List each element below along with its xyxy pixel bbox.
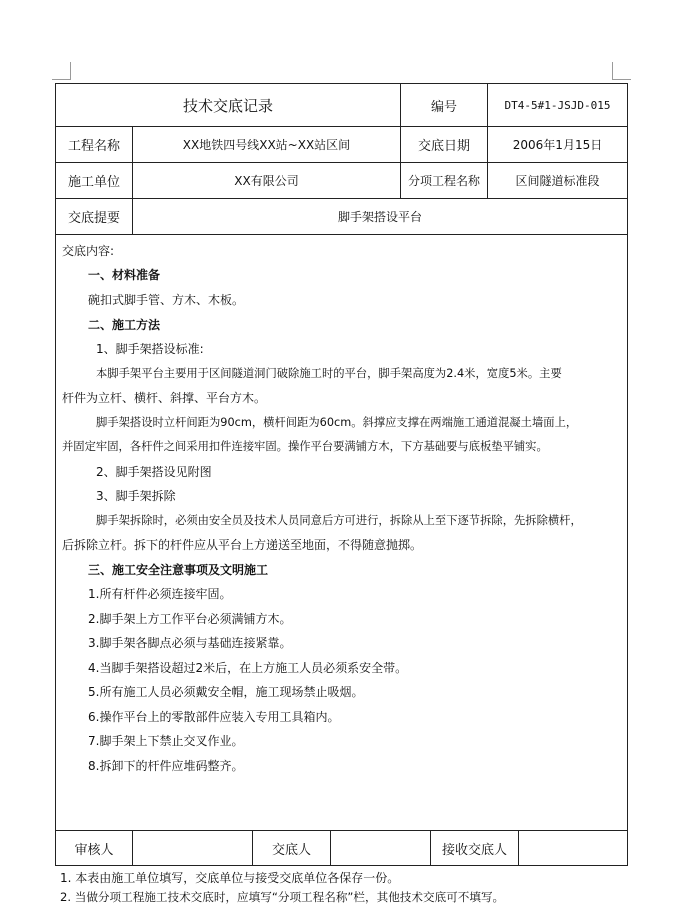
crop-mark-right-h <box>612 79 631 80</box>
reviewer-label: 审核人 <box>74 842 114 858</box>
paragraph: 本脚手架平台主要用于区间隧道洞门破除施工时的平台，脚手架高度为2.4米，宽度5米。主要 <box>96 367 562 380</box>
subproject-label: 分项工程名称 <box>407 174 480 188</box>
document-title: 技术交底记录 <box>182 96 273 115</box>
sub-item: 2、脚手架搭设见附图 <box>96 465 212 479</box>
receiver-signature <box>519 831 627 865</box>
rule-item: 4.当脚手架搭设超过2米后，在上方施工人员必须系安全带。 <box>88 661 408 675</box>
paragraph: 杆件为立杆、横杆、斜撑、平台方木。 <box>62 391 267 405</box>
presenter-label: 交底人 <box>271 842 311 858</box>
project-value: XX地铁四号线XX站~XX站区间 <box>182 138 351 152</box>
paragraph: 脚手架拆除时，必须由安全员及技术人员同意后方可进行，拆除从上至下逐节拆除，先拆除横杆， <box>96 514 582 527</box>
number-value: DT4-5#1-JSJD-015 <box>504 98 611 112</box>
content-heading: 交底内容: <box>62 244 115 258</box>
receiver-label: 接收交底人 <box>441 842 507 858</box>
unit-value: XX有限公司 <box>234 174 299 188</box>
paragraph: 后拆除立杆。拆下的杆件应从平台上方递送至地面，不得随意抛掷。 <box>62 538 423 552</box>
footnote: 2. 当做分项工程施工技术交底时，应填写“分项工程名称”栏，其他技术交底可不填写。 <box>60 890 505 904</box>
rule-item: 8.拆卸下的杆件应堆码整齐。 <box>88 759 244 773</box>
row-divider <box>55 234 628 235</box>
paragraph: 碗扣式脚手管、方木、木板。 <box>88 293 245 307</box>
date-value: 2006年1月15日 <box>512 138 603 152</box>
sub-item: 1、脚手架搭设标准: <box>96 342 204 356</box>
subproject-value: 区间隧道标准段 <box>515 174 600 188</box>
footnote: 1. 本表由施工单位填写，交底单位与接受交底单位各保存一份。 <box>60 871 400 885</box>
paragraph: 脚手架搭设时立杆间距为90cm，横杆间距为60cm。斜撑应支撑在两端施工通道混凝土墙面上， <box>96 416 578 429</box>
summary-value: 脚手架搭设平台 <box>337 210 422 224</box>
rule-item: 3.脚手架各脚点必须与基础连接紧靠。 <box>88 636 292 650</box>
rule-item: 6.操作平台上的零散部件应装入专用工具箱内。 <box>88 710 340 724</box>
presenter-signature <box>331 831 430 865</box>
sub-item: 3、脚手架拆除 <box>96 489 176 503</box>
rule-item: 5.所有施工人员必须戴安全帽，施工现场禁止吸烟。 <box>88 685 364 699</box>
reviewer-signature <box>133 831 252 865</box>
date-label: 交底日期 <box>417 139 470 154</box>
rule-item: 2.脚手架上方工作平台必须满铺方木。 <box>88 612 292 626</box>
summary-label: 交底提要 <box>67 211 120 226</box>
crop-mark-left-h <box>52 79 71 80</box>
section-title: 二、施工方法 <box>88 318 161 332</box>
unit-label: 施工单位 <box>67 175 120 190</box>
project-label: 工程名称 <box>67 139 120 154</box>
section-title: 三、施工安全注意事项及文明施工 <box>88 563 269 577</box>
rule-item: 7.脚手架上下禁止交叉作业。 <box>88 734 244 748</box>
crop-mark-right <box>612 62 613 80</box>
paragraph: 并固定牢固，各杆件之间采用扣件连接牢固。操作平台要满铺方木，下方基础要与底板垫平铺实。 <box>62 440 548 453</box>
rule-item: 1.所有杆件必须连接牢固。 <box>88 587 232 601</box>
section-title: 一、材料准备 <box>88 268 161 282</box>
crop-mark-left <box>70 62 71 80</box>
number-label: 编号 <box>430 99 457 115</box>
